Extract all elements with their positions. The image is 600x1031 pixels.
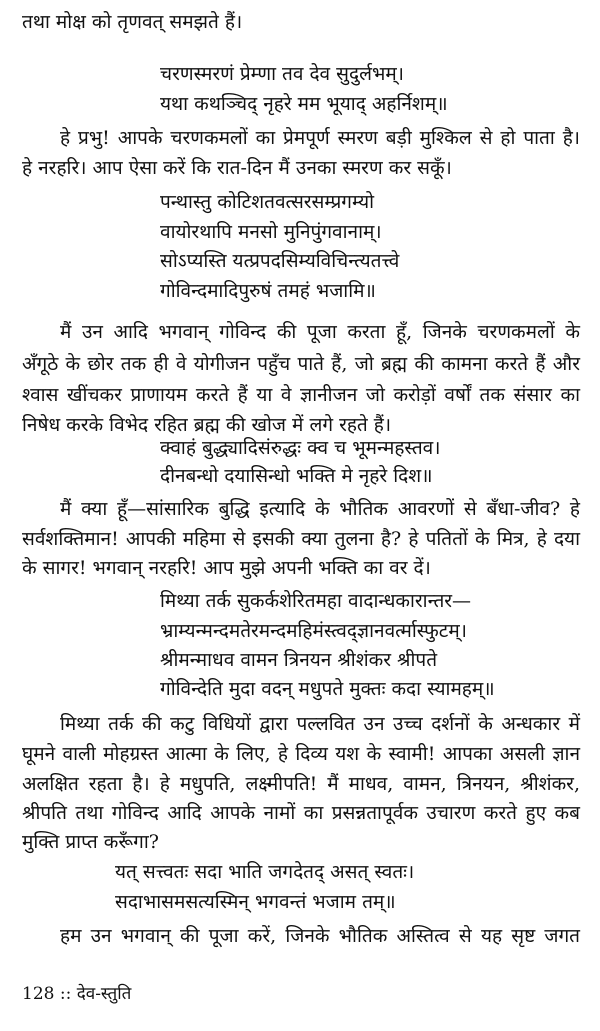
verse-line: सदाभासमसत्यस्मिन् भगवन्तं भजाम तम्॥ — [115, 891, 396, 913]
prose-line: मुक्ति प्राप्त करूँगा? — [22, 831, 159, 853]
prose-line: घूमने वाली मोहग्रस्त आत्मा के लिए, हे दिव्य यश के स्वामी! आपका असली ज्ञान — [22, 743, 580, 765]
verse-line: पन्थास्तु कोटिशतवत्सरसम्प्रगम्यो — [160, 191, 375, 213]
verse-line: वायोरथापि मनसो मुनिपुंगवानाम्। — [160, 221, 382, 243]
prose-line: मैं उन आदि भगवान् गोविन्द की पूजा करता हूँ, जिनके चरणकमलों के — [60, 321, 580, 343]
page-footer: 128 :: देव-स्तुति — [22, 984, 132, 1004]
prose-line: के सागर! भगवान् नरहरि! आप मुझे अपनी भक्ति का वर दें। — [22, 557, 431, 579]
prose-line: निषेध करके विभेद रहित ब्रह्म की खोज में लगे रहते हैं। — [22, 414, 392, 436]
verse-line: चरणस्मरणं प्रेम्णा तव देव सुदुर्लभम्। — [160, 63, 404, 85]
prose-line: अलक्षित रहता है। हे मधुपति, लक्ष्मीपति! मैं माधव, वामन, त्रिनयन, श्रीशंकर, — [22, 773, 580, 795]
prose-line: हे नरहरि। आप ऐसा करें कि रात-दिन मैं उनका स्मरण कर सकूँ। — [22, 157, 452, 179]
prose-line: सर्वशक्तिमान! आपकी महिमा से इसकी क्या तुलना है? हे पतितों के मित्र, हे दया — [22, 528, 580, 550]
verse-line: दीनबन्धो दयासिन्धो भक्ति मे नृहरे दिश॥ — [160, 465, 433, 487]
verse-line: यत् सत्त्वतः सदा भाति जगदेतद् असत् स्वतः। — [115, 861, 415, 883]
verse-line: गोविन्देति मुदा वदन् मधुपते मुक्तः कदा स्यामहम्॥ — [160, 678, 495, 700]
prose-line: श्वास खींचकर प्राणायम करते हैं या वे ज्ञानीजन जो करोड़ों वर्षों तक संसार का — [22, 384, 580, 406]
verse-line: भ्राम्यन्मन्दमतेरमन्दमहिमंस्त्वद्ज्ञानवर्त्मास्फुटम्। — [160, 620, 467, 642]
verse-line: सोऽप्यस्ति यत्प्रपदसिम्यविचिन्त्यतत्त्वे — [160, 250, 400, 272]
prose-line: मैं क्या हूँ—सांसारिक बुद्धि इत्यादि के भौतिक आवरणों से बँधा-जीव? हे — [60, 498, 580, 520]
verse-line: गोविन्दमादिपुरुषं तमहं भजामि॥ — [160, 280, 376, 302]
verse-line: क्वाहं बुद्ध्यादिसंरुद्धः क्व च भूमन्महस्तव। — [160, 437, 441, 459]
prose-line: हे प्रभु! आपके चरणकमलों का प्रेमपूर्ण स्मरण बड़ी मुश्किल से हो पाता है। — [60, 127, 580, 149]
prose-line: तथा मोक्ष को तृणवत् समझते हैं। — [22, 11, 243, 33]
prose-line: अँगूठे के छोर तक ही वे योगीजन पहुँच पाते हैं, जो ब्रह्म की कामना करते हैं और — [22, 353, 580, 375]
prose-line: मिथ्या तर्क की कटु विधियों द्वारा पल्लवित उन उच्च दर्शनों के अन्धकार में — [60, 713, 580, 735]
verse-line: मिथ्या तर्क सुकर्कशेरितमहा वादान्धकारान्तर— — [160, 590, 472, 612]
verse-line: यथा कथञ्चिद् नृहरे मम भूयाद् अहर्निशम्॥ — [160, 93, 448, 115]
prose-line: श्रीपति तथा गोविन्द आदि आपके नामों का प्रसन्नतापूर्वक उचारण करते हुए कब — [22, 802, 580, 824]
prose-line: हम उन भगवान् की पूजा करें, जिनके भौतिक अस्तित्व से यह सृष्ट जगत — [60, 925, 580, 947]
verse-line: श्रीमन्माधव वामन त्रिनयन श्रीशंकर श्रीपते — [160, 649, 438, 671]
